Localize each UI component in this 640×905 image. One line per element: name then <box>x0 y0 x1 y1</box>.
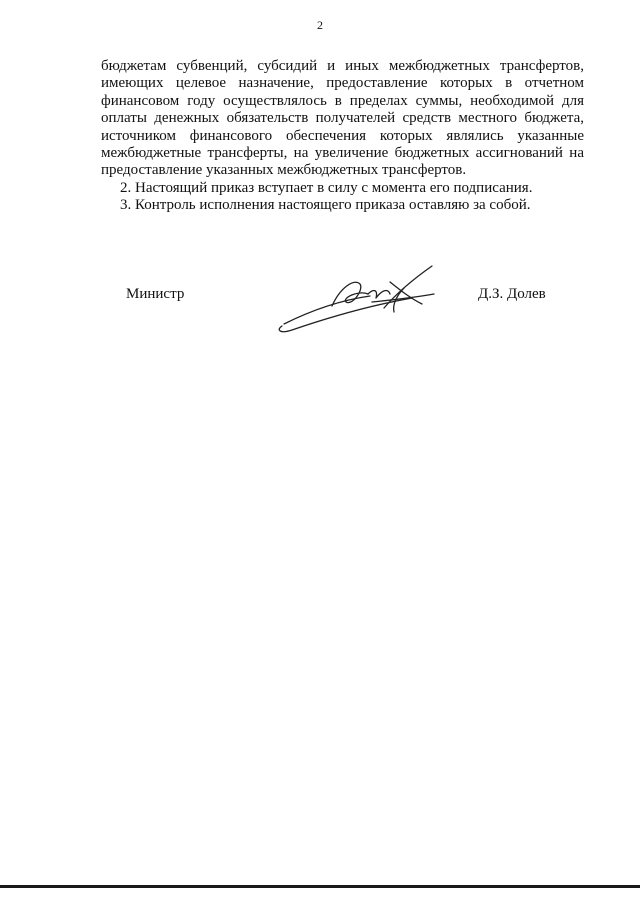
handwritten-signature <box>272 258 452 340</box>
document-body <box>101 58 584 215</box>
paragraph-item-3: 3. Контроль исполнения настоящего приказа оставляю за собой. <box>120 197 531 214</box>
paragraph-item-2: 2. Настоящий приказ вступает в силу с момента его подписания. <box>120 179 533 196</box>
page-number: 2 <box>317 18 323 32</box>
page-bottom-rule <box>0 885 640 888</box>
signer-role: Министр <box>126 286 185 302</box>
paragraph-continuation: бюджетам субвенций, субсидий и иных межбюджетных трансфертов, имеющих целевое назначение, предоставление которых в отчетном финансовом году осуществлялось в пределах суммы, необходимой для оплаты денежных обязательств получателей средств местного бюджета, источником финансового обеспечения которых являлись указанные межбюджетные трансферты, на увеличение бюджетных ассигнований на предоставление указанных межбюджетных трансфертов. <box>101 58 584 179</box>
signer-name: Д.З. Долев <box>478 286 546 302</box>
